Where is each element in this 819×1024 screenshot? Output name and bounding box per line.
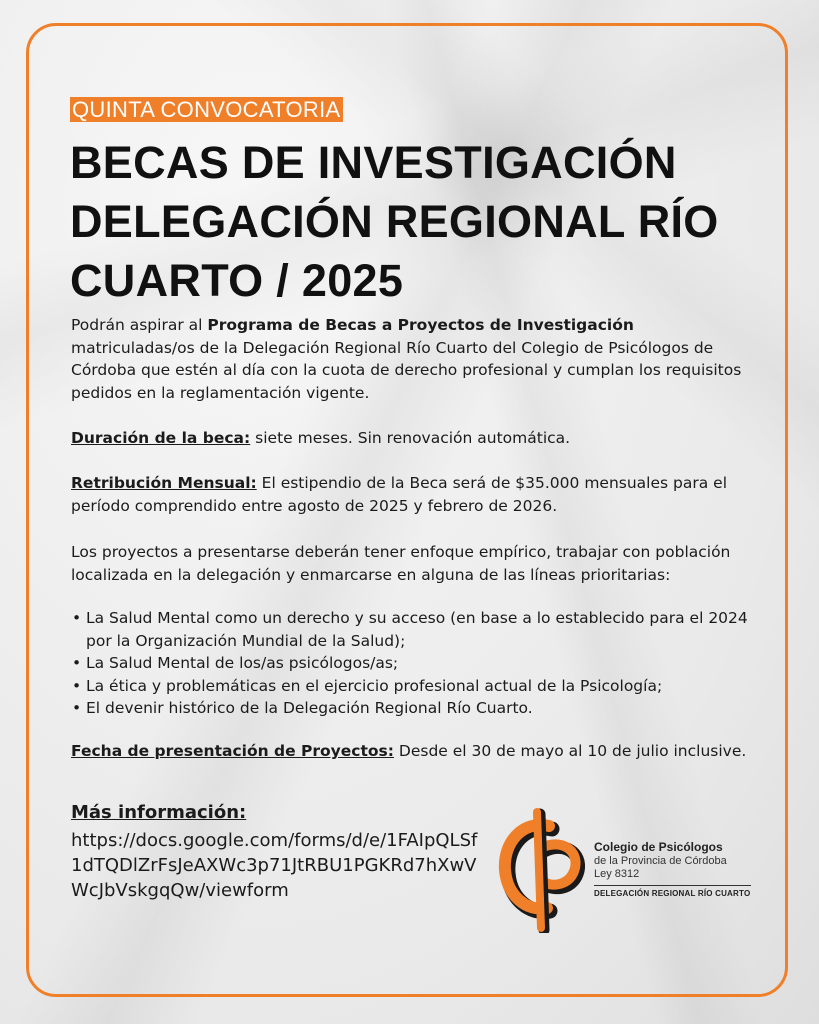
duration-label: Duración de la beca: — [71, 429, 251, 447]
list-item: • La Salud Mental como un derecho y su acceso (en base a lo establecido para el 2024 por la Organización Mundial de la Salud); — [71, 607, 751, 652]
list-item: • La Salud Mental de los/as psicólogos/as; — [71, 652, 751, 675]
delegation-name: DELEGACIÓN REGIONAL RÍO CUARTO — [594, 889, 751, 898]
stipend-label: Retribución Mensual: — [71, 474, 257, 492]
more-info-heading: Más información: — [71, 802, 247, 823]
priority-lines-list — [71, 607, 751, 720]
projects-intro: Los proyectos a presentarse deberán tener enfoque empírico, trabajar con población localizada en la delegación y enmarcarse en alguna de las líneas prioritarias: — [71, 543, 731, 584]
form-link[interactable]: https://docs.google.com/forms/d/e/1FAIpQLSf1dTQDlZrFsJeAXWc3p71JtRBU1PGKRd7hXwVWcJbVskgqQw/viewform — [71, 830, 478, 901]
college-name: Colegio de Psicólogos — [594, 840, 723, 854]
page-title: BECAS DE INVESTIGACIÓN DELEGACIÓN REGIONAL RÍO CUARTO / 2025 — [70, 137, 719, 306]
intro-prefix: Podrán aspirar al — [71, 316, 208, 334]
kicker-label: QUINTA CONVOCATORIA — [72, 97, 341, 122]
list-item: • La ética y problemáticas en el ejercicio profesional actual de la Psicología; — [71, 675, 751, 698]
deadline-paragraph — [71, 740, 751, 763]
intro-paragraph — [71, 314, 751, 404]
college-law: Ley 8312 — [594, 868, 640, 880]
college-logo-text — [594, 840, 754, 899]
deadline-label: Fecha de presentación de Proyectos: — [71, 742, 394, 760]
deadline-text: Desde el 30 de mayo al 10 de julio inclusive. — [393, 742, 747, 760]
list-item: • El devenir histórico de la Delegación Regional Río Cuarto. — [71, 697, 751, 720]
logo-divider — [594, 885, 751, 886]
college-province: de la Provincia de Córdoba — [594, 855, 727, 867]
stipend-text: El estipendio de la Beca será de $35.000 mensuales para el período comprendido entre agosto de 2025 y febrero de 2026. — [71, 474, 728, 515]
program-name: Programa de Becas a Proyectos de Investigación — [207, 316, 634, 334]
duration-paragraph — [71, 427, 751, 450]
intro-rest: matriculadas/os de la Delegación Regional Río Cuarto del Colegio de Psicólogos de Córdoba que estén al día con la cuota de derecho profesional y cumplan los requisitos pedidos en la reglamentación vigente. — [71, 338, 742, 402]
college-logo-icon — [495, 808, 585, 933]
duration-text: siete meses. Sin renovación automática. — [250, 429, 571, 447]
stipend-paragraph — [71, 472, 751, 517]
